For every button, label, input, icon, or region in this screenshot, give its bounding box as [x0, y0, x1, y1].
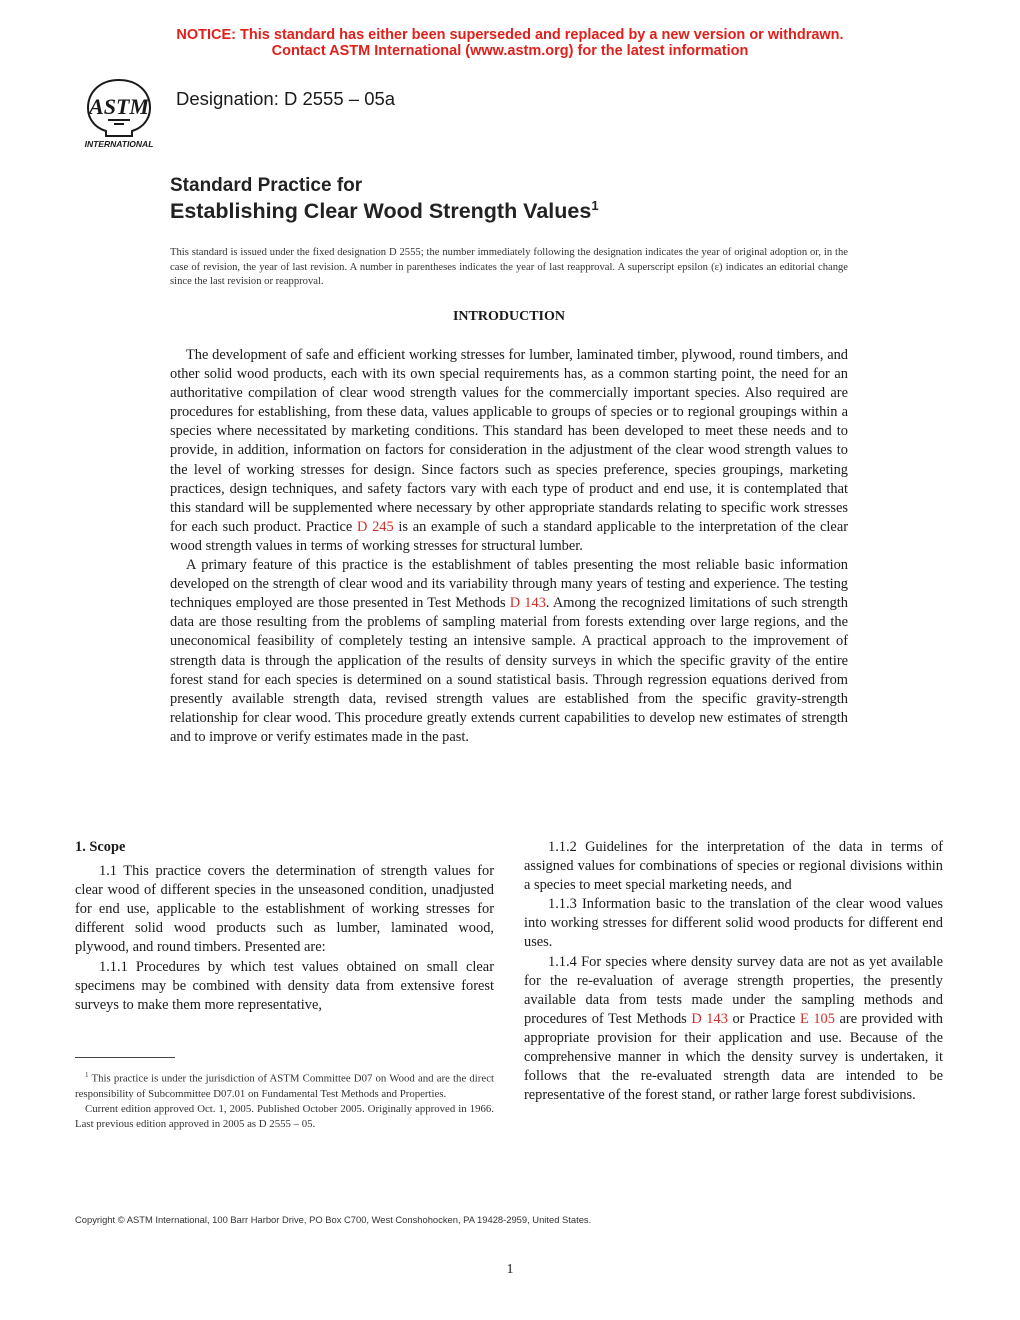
section-1-1-4 [524, 953, 943, 1106]
logo-subtext: INTERNATIONAL [84, 139, 154, 149]
intro-paragraph-1 [170, 346, 848, 556]
copyright-notice: Copyright © ASTM International, 100 Barr Harbor Drive, PO Box C700, West Conshohocken, PA 19428-2959, United States. [75, 1214, 592, 1225]
footnote-divider [75, 1057, 175, 1058]
section-1-1-2: 1.1.2 Guidelines for the interpretation of the data in terms of assigned values for combinations of species or regional divisions within a species to meet special marketing needs, and [524, 839, 943, 894]
title-line-2: Establishing Clear Wood Strength Values [170, 199, 592, 224]
section-1-1-3: 1.1.3 Information basic to the translation of the clear wood values into working stresses for different solid wood products for different end uses. [524, 896, 943, 951]
issued-note: This standard is issued under the fixed designation D 2555; the number immediately following the designation indicates the year of original adoption or, in the case of revision, the year of last revision. A number in parentheses indicates the year of last reapproval. A superscript epsilon (ε) indicates an editorial change since the last revision or reapproval. [170, 247, 848, 287]
intro-p1-text-b: is an example of such a standard applicable to the interpretation of the clear wood strength values in terms of working stresses for structural lumber. [170, 518, 848, 554]
intro-paragraph-2 [170, 556, 848, 747]
page-title [170, 198, 599, 224]
title-line-1: Standard Practice for [170, 175, 363, 196]
left-column [75, 838, 494, 1015]
right-column [524, 838, 943, 1105]
logo-wordmark: ASTM [89, 94, 149, 119]
section-1-1-4-text-c: are provided with appropriate provision for their application and use. Because of the comprehensive manner in which the density survey is undertaken, it follows that the re-evaluated strength data are intended to be representative of the forest stand, or rather large forest subdivisions. [524, 1010, 943, 1104]
footnote-1 [75, 1068, 494, 1102]
designation: Designation: D 2555 – 05a [176, 88, 396, 109]
section-1-1: 1.1 This practice covers the determination of strength values for clear wood of different species in the unseasoned condition, unadjusted for end use, applicable to the establishment of working stresses for different solid wood products such as lumber, laminated wood, plywood, and round timbers. Presented are: [75, 863, 494, 956]
page-number: 1 [506, 1262, 514, 1277]
astm-international-logo-icon [78, 76, 160, 150]
link-d143[interactable]: D 143 [509, 595, 546, 612]
intro-p2-text-b: . Among the recognized limitations of such strength data are those resulting from the problems of sampling material from forests extending over large regions, and the uneconomical feasibility of completely testing an intensive sample. A practical approach to the improvement of strength data is through the application of the results of density surveys in which the specific gravity of the entire forest stand for each species is determined on a sound statistical basis. Through regression equations derived from presently available strength data, revised strength values are established from the specific gravity-strength relationship for clear wood. This procedure greatly extends current capabilities to develop new estimates of strength and to improve or verify estimates made in the past. [170, 595, 848, 745]
notice-line-2: Contact ASTM International (www.astm.org) for the latest information [271, 43, 749, 59]
link-d245[interactable]: D 245 [356, 518, 394, 535]
footnote-1-mark: 1 [85, 1071, 89, 1079]
section-1-1-4-text-b: or Practice [727, 1010, 800, 1027]
introduction-body [170, 346, 848, 747]
footnotes [75, 1068, 494, 1132]
intro-p1-text-a: The development of safe and efficient working stresses for lumber, laminated timber, plywood, round timbers, and other solid wood products, each with its own special requirements has, as a common starting point, the need for an authoritative compilation of clear wood strength values for the commercially important species. Also required are procedures for establishing, from these data, values applicable to groups of species or to regional groupings within a species where necessitated by marketing conditions. This standard has been developed to meet these needs and to provide, in addition, information on factors for consideration in the adjustment of the clear wood strength values to the level of working stresses for design. Since factors such as species preference, species groupings, marketing practices, design techniques, and safety factors vary with each type of product and end use, it is contemplated that this standard will be supplemented where necessary by other appropriate standards relating to specific work stresses for each such product. Practice [170, 347, 848, 535]
title-footnote-mark: 1 [591, 198, 599, 213]
footnote-2: Current edition approved Oct. 1, 2005. Published October 2005. Originally approved in 1966. Last previous edition approved in 2005 as D 2555 – 05. [75, 1102, 494, 1130]
link-e105[interactable]: E 105 [799, 1010, 835, 1027]
footnote-1-text: This practice is under the jurisdiction of ASTM Committee D07 on Wood and are the direct responsibility of Subcommittee D07.01 on Fundamental Test Methods and Properties. [75, 1072, 494, 1100]
notice-line-1: NOTICE: This standard has either been superseded and replaced by a new version or withdrawn. [176, 27, 844, 43]
introduction-heading: INTRODUCTION [452, 309, 565, 324]
section-1-1-4-text-a: 1.1.4 For species where density survey data are not as yet available for the re-evaluation of average strength properties, the presently available data from tests made under the sampling methods and procedures of Test Methods [524, 953, 943, 1027]
link-d143-scope[interactable]: D 143 [691, 1010, 728, 1027]
scope-heading: 1. Scope [75, 839, 126, 855]
section-1-1-1: 1.1.1 Procedures by which test values obtained on small clear specimens may be combined with density data from extensive forest surveys to make them more representative, [75, 958, 494, 1013]
intro-p2-text-a: A primary feature of this practice is the establishment of tables presenting the most reliable basic information developed on the strength of clear wood and its variability through many years of testing and experience. The testing techniques employed are those presented in Test Methods [170, 557, 848, 612]
